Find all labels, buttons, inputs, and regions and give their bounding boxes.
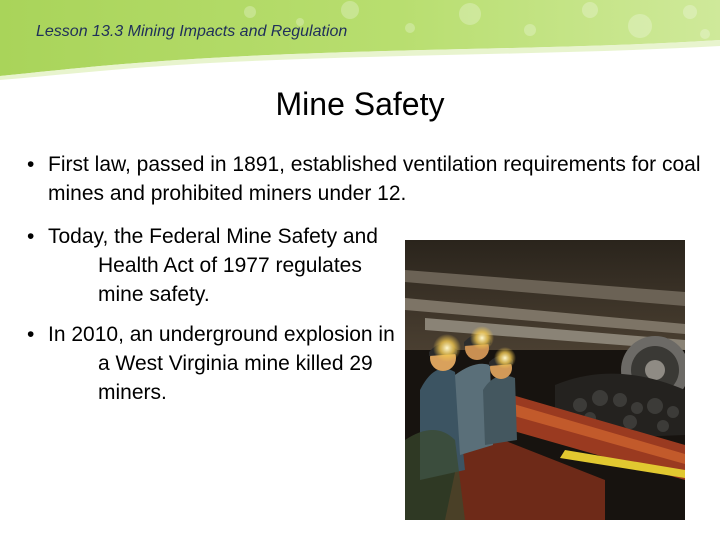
bullet-text: In 2010, an underground explosion in a West Virginia mine killed 29 miners. <box>48 323 395 404</box>
coal-mine-photo <box>405 240 685 520</box>
bullet-marker: • <box>27 225 35 248</box>
bullet-marker: • <box>27 323 35 346</box>
bullet-text: Today, the Federal Mine Safety and Health Act of 1977 regulates mine safety. <box>48 225 378 306</box>
bullet-text: First law, passed in 1891, established ventilation requirements for coal mines and prohibited miners under 12. <box>48 153 701 205</box>
bullet-item <box>27 150 707 208</box>
bullet-item <box>27 320 397 407</box>
bullet-marker: • <box>27 153 35 176</box>
lesson-label: Lesson 13.3 Mining Impacts and Regulation <box>36 23 348 40</box>
slide-title: Mine Safety <box>275 86 445 122</box>
bullet-item <box>27 222 397 309</box>
